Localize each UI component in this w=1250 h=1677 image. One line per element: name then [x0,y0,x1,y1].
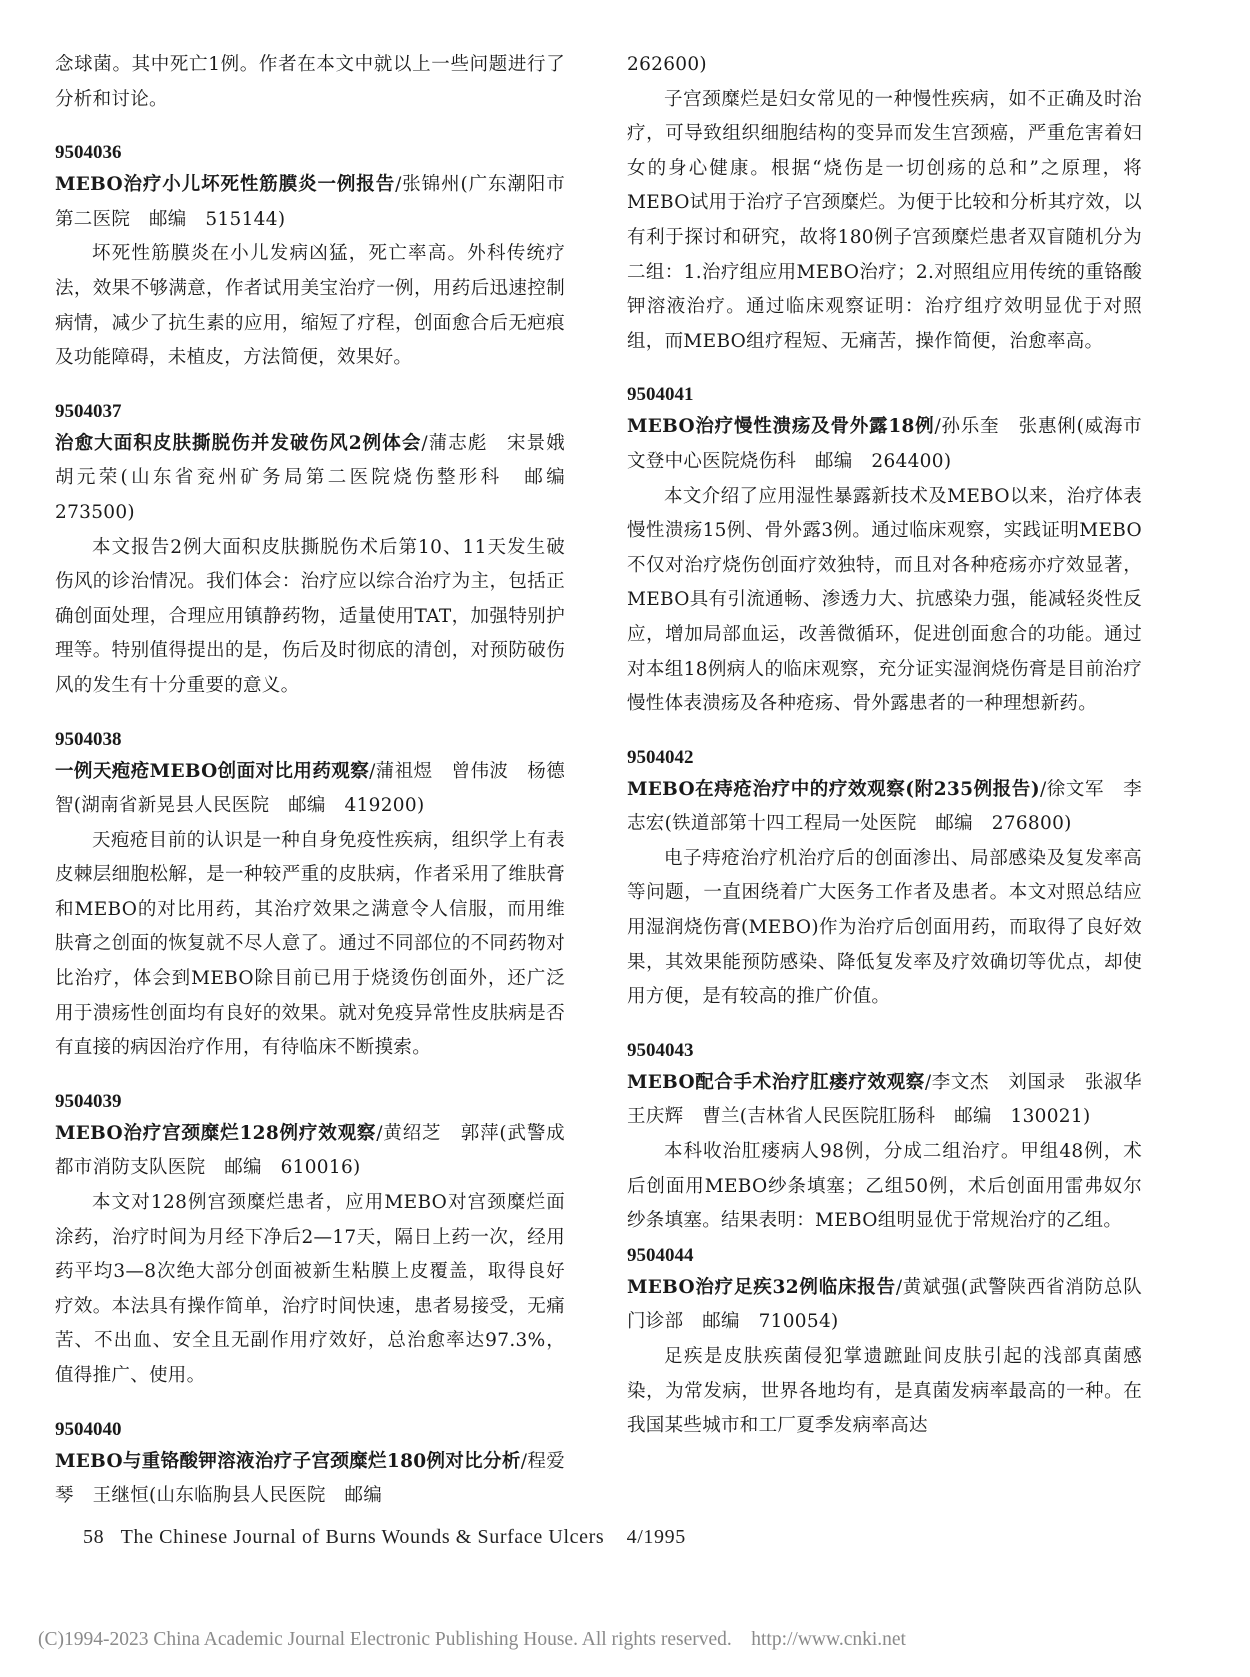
page-number: 58 [83,1526,105,1548]
entry-title: MEBO治疗宫颈糜烂128例疗效观察 [55,1122,377,1144]
continued-text: 262600) [627,54,707,75]
entry-heading [55,755,565,824]
entry-code: 9504037 [55,400,122,422]
entry-byline: /蒲志彪 宋景娥 胡元荣(山东省兖州矿务局第二医院烧伤整形科 邮编 273500) [55,432,584,523]
entry-byline: /黄绍芝 郭萍(武警成都市消防支队医院 邮编 610016) [55,1122,565,1179]
entry-heading [627,1271,1142,1340]
entry-title: MEBO配合手术治疗肛瘘疗效观察 [627,1071,925,1093]
entry-byline: /孙乐奎 张惠俐(威海市文登中心医院烧伤科 邮编 264400) [627,416,1142,472]
entry-heading [627,1066,1161,1135]
abstract-entry [627,743,1142,1015]
entry-heading [55,1117,565,1186]
abstract-entry [55,397,584,704]
entry-abstract: 本文对128例宫颈糜烂患者，应用MEBO对宫颈糜烂面涂药，治疗时间为月经下净后2—17天，隔日上药一次，经用药平均3—8次绝大部分创面被新生粘膜上皮覆盖，取得良好疗效。本法具有操作简单，治疗时间快速，患者易接受，无痛苦、不出血、安全且无副作用疗效好，总治愈率达97.3%，值得推广、使用。 [55,1192,565,1386]
entry-abstract: 本科收治肛瘘病人98例，分成二组治疗。甲组48例，术后创面用MEBO纱条填塞；乙组50例，术后创面用雷弗奴尔纱条填塞。结果表明：MEBO组明显优于常规治疗的乙组。 [627,1141,1142,1232]
entry-code: 9504040 [55,1418,122,1440]
entry-byline: /徐文军 李志宏(铁道部第十四工程局一处医院 邮编 276800) [627,778,1142,835]
abstract-entry [55,1087,565,1394]
copyright-text: (C)1994-2023 China Academic Journal Electronic Publishing House. All rights reserved. [38,1629,732,1650]
entry-abstract: 足疾是皮肤疾菌侵犯掌遗蹠趾间皮肤引起的浅部真菌感染，为常发病，世界各地均有，是真菌发病率最高的一种。在我国某些城市和工厂夏季发病率高达 [627,1346,1142,1437]
abstract-entry [55,725,565,1066]
entry-code: 9504041 [627,384,694,406]
entry-code: 9504038 [55,728,122,750]
issue-number: 4/1995 [626,1526,686,1548]
entry-title: MEBO治疗小儿坏死性筋膜炎一例报告 [55,174,396,196]
entry-code: 9504039 [55,1090,122,1112]
abstract-entry [55,1415,565,1514]
entry-title: MEBO与重铬酸钾溶液治疗子宫颈糜烂180例对比分析 [55,1450,521,1472]
entry-byline: /程爱琴 王继恒(山东临朐县人民医院 邮编 [55,1450,565,1507]
entry-title: 一例天疱疮MEBO创面对比用药观察 [55,760,370,782]
right-column [627,48,1161,1444]
entry-title: 治愈大面积皮肤撕脱伤并发破伤风2例体会 [55,432,422,454]
entry-heading [55,427,584,531]
entry-abstract: 电子痔疮治疗机治疗后的创面渗出、局部感染及复发率高等问题，一直困绕着广大医务工作者及患者。本文对照总结应用湿润烧伤膏(MEBO)作为治疗后创面用药，而取得了良好效果，其效果能预防感染、降低复发率及疗效确切等优点，却使用方便，是有较高的推广价值。 [627,847,1142,1008]
page-footer [83,1526,1083,1549]
entry-code: 9504042 [627,746,694,768]
journal-name: The Chinese Journal of Burns Wounds & Surface Ulcers [120,1526,605,1548]
abstract-entry [627,1241,1142,1444]
continued-abstract: 子宫颈糜烂是妇女常见的一种慢性疾病，如不正确及时治疗，可导致组织细胞结构的变异而发生宫颈癌，严重危害着妇女的身心健康。根据“烧伤是一切创疡的总和”之原理，将MEBO试用于治疗子宫颈糜烂。为便于比较和分析其疗效，以有利于探讨和研究，故将180例子宫颈糜烂患者双盲随机分为二组：1.治疗组应用MEBO治疗；2.对照组应用传统的重铬酸钾溶液治疗。通过临床观察证明：治疗组疗效明显优于对照组，而MEBO组疗程短、无痛苦，操作简便，治愈率高。 [627,88,1142,352]
left-column [55,48,584,1514]
abstract-entry [627,1036,1161,1239]
abstract-entry [627,380,1142,721]
entry-abstract: 坏死性筋膜炎在小儿发病凶猛，死亡率高。外科传统疗法，效果不够满意，作者试用美宝治疗一例，用药后迅速控制病情，减少了抗生素的应用，缩短了疗程，创面愈合后无疤痕及功能障碍，未植皮，方法简便，效果好。 [55,243,565,369]
entry-abstract: 本文介绍了应用湿性暴露新技术及MEBO以来，治疗体表慢性溃疡15例、骨外露3例。通过临床观察，实践证明MEBO不仅对治疗烧伤创面疗效独特，而且对各种疮疡亦疗效显著，MEBO具有引流通畅、渗透力大、抗感染力强，能减轻炎性反应，增加局部血运，改善微循环，促进创面愈合的功能。通过对本组18例病人的临床观察，充分证实湿润烧伤膏是目前治疗慢性体表溃疡及各种疮疡、骨外露患者的一种理想新药。 [627,485,1142,715]
copyright-url[interactable]: http://www.cnki.net [751,1629,906,1650]
entry-title: MEBO在痔疮治疗中的疗效观察(附235例报告) [627,778,1040,800]
entry-abstract: 天疱疮目前的认识是一种自身免疫性疾病，组织学上有表皮棘层细胞松解，是一种较严重的皮肤病，作者采用了维肤膏和MEBO的对比用药，其治疗效果之满意令人信服，而用维肤膏之创面的恢复就不尽人意了。通过不同部位的不同药物对比治疗，体会到MEBO除目前已用于烧烫伤创面外，还广泛用于溃疡性创面均有良好的效果。就对免疫异常性皮肤病是否有直接的病因治疗作用，有待临床不断摸索。 [55,829,565,1059]
entry-code: 9504044 [627,1244,694,1266]
entry-code: 9504043 [627,1039,694,1061]
entry-byline: /黄斌强(武警陕西省消防总队门诊部 邮编 710054) [627,1276,1142,1333]
entry-byline: /张锦州(广东潮阳市第二医院 邮编 515144) [55,174,566,230]
intro-text: 念球菌。其中死亡1例。作者在本文中就以上一些问题进行了分析和讨论。 [55,54,565,110]
entry-heading [55,1445,565,1514]
entry-title: MEBO治疗慢性溃疡及骨外露18例 [627,416,935,438]
copyright-notice [38,1629,1238,1651]
entry-byline: /蒲祖煜 曾伟波 杨德智(湖南省新晃县人民医院 邮编 419200) [55,760,565,817]
entry-heading [627,773,1142,842]
entry-title: MEBO治疗足疾32例临床报告 [627,1276,896,1298]
entry-code: 9504036 [55,142,122,164]
entry-abstract: 本文报告2例大面积皮肤撕脱伤术后第10、11天发生破伤风的诊治情况。我们体会：治疗应以综合治疗为主，包括正确创面处理，合理应用镇静药物，适量使用TAT，加强特别护理等。特别值得提出的是，伤后及时彻底的清创，对预防破伤风的发生有十分重要的意义。 [55,536,565,696]
entry-heading [627,410,1142,479]
entry-byline: /李文杰 刘国录 张淑华 王庆辉 曹兰(吉林省人民医院肛肠科 邮编 130021) [627,1071,1161,1128]
abstract-entry [55,138,565,376]
entry-heading [55,168,565,237]
